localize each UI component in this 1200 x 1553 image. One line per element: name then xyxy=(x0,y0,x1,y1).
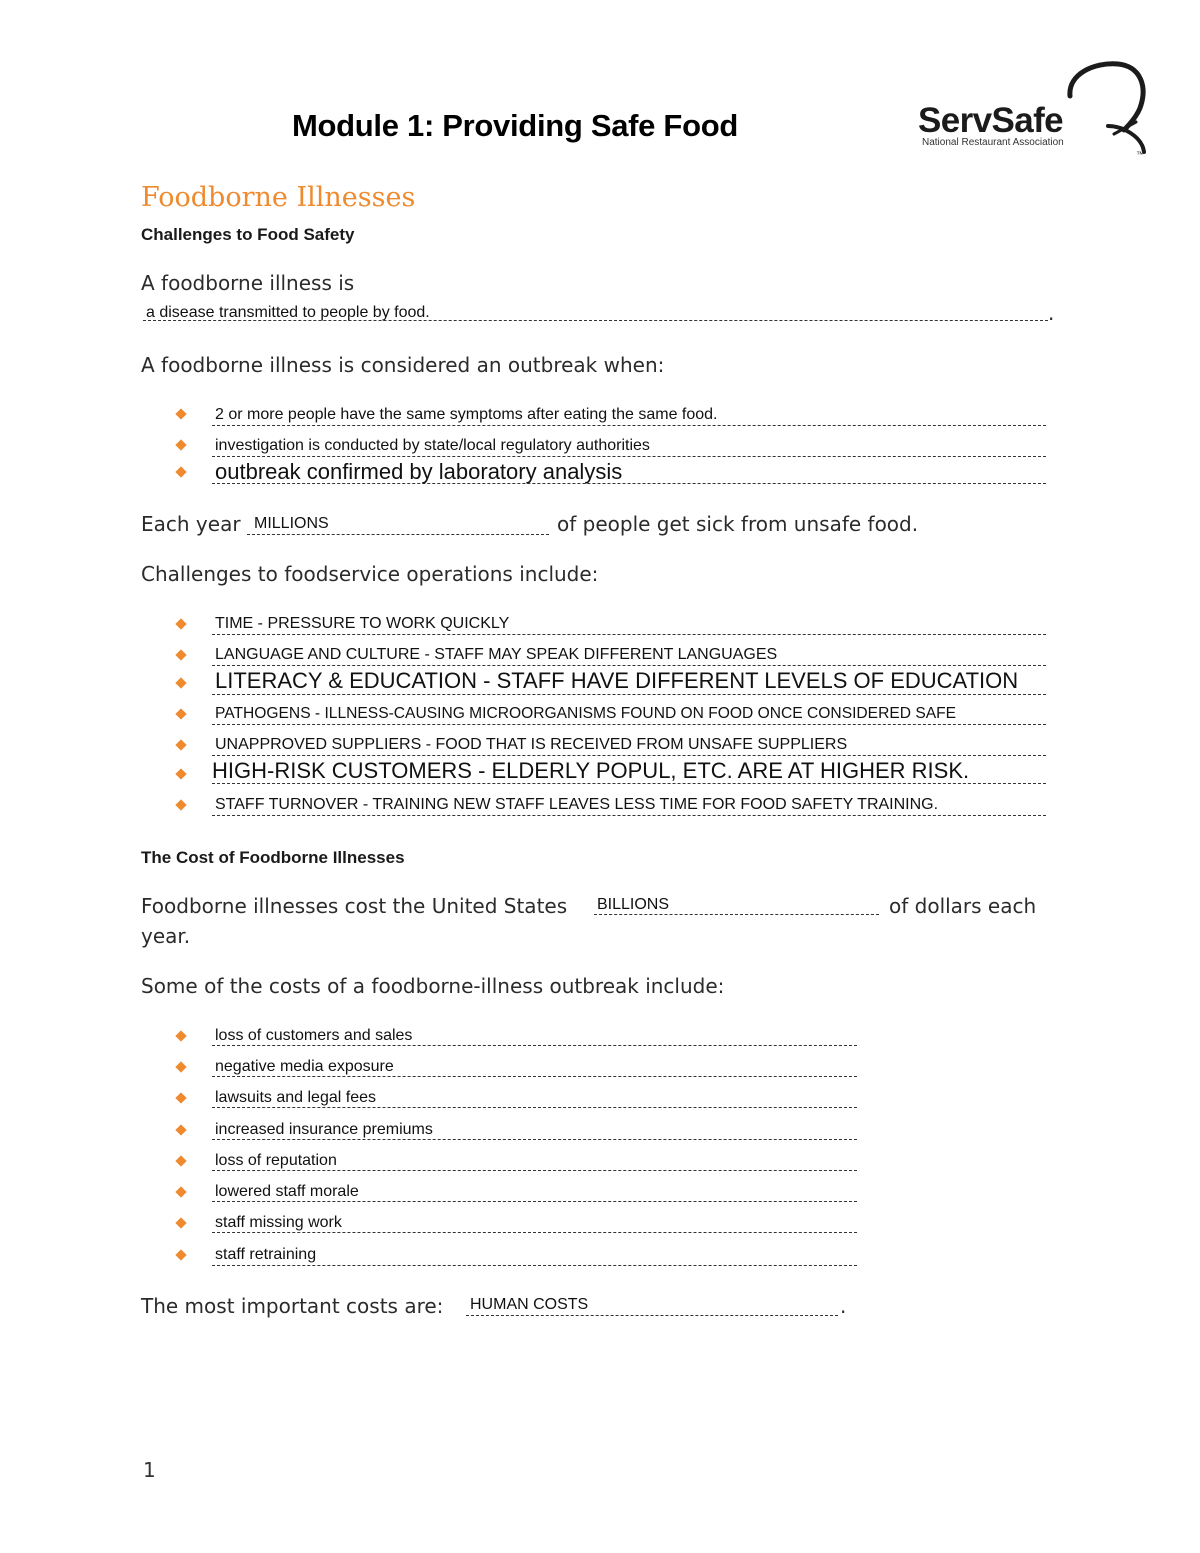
question-cost-suffix: of dollars each xyxy=(889,894,1037,918)
outbreak-item: investigation is conducted by state/local regulatory authorities xyxy=(215,437,650,454)
cost-item: loss of customers and sales xyxy=(215,1027,413,1044)
bullet-icon xyxy=(175,1124,186,1135)
bullet-icon xyxy=(175,408,186,419)
bullet-icon xyxy=(175,1249,186,1260)
bullet-icon xyxy=(175,1061,186,1072)
question-cost: Foodborne illnesses cost the United States xyxy=(141,894,568,918)
answer-line xyxy=(212,425,1046,426)
question-each-year: Each year xyxy=(141,512,241,536)
servsafe-logo-tagline: National Restaurant Association xyxy=(922,137,1064,148)
period: . xyxy=(1048,301,1055,325)
challenge-item: HIGH-RISK CUSTOMERS - ELDERLY POPUL, ETC. ARE AT HIGHER RISK. xyxy=(212,758,970,783)
bullet-icon xyxy=(175,1155,186,1166)
answer-billions: BILLIONS xyxy=(597,896,670,913)
bullet-icon xyxy=(175,768,186,779)
bullet-icon xyxy=(175,1217,186,1228)
cost-item: staff missing work xyxy=(215,1214,342,1231)
question-outbreak: A foodborne illness is considered an outbreak when: xyxy=(141,353,665,377)
cost-item: lawsuits and legal fees xyxy=(215,1089,376,1106)
question-each-year-suffix: of people get sick from unsafe food. xyxy=(557,512,919,536)
bullet-icon xyxy=(175,618,186,629)
bullet-icon xyxy=(175,466,186,477)
answer-line xyxy=(212,694,1046,695)
bullet-icon xyxy=(175,708,186,719)
bullet-icon xyxy=(175,1186,186,1197)
answer-line xyxy=(212,815,1046,816)
bullet-icon xyxy=(175,739,186,750)
page-number: 1 xyxy=(143,1458,156,1482)
answer-line xyxy=(247,534,549,535)
answer-line xyxy=(212,665,1046,666)
challenge-item: LANGUAGE AND CULTURE - STAFF MAY SPEAK DIFFERENT LANGUAGES xyxy=(215,646,778,663)
cost-item: staff retraining xyxy=(215,1246,317,1263)
bullet-icon xyxy=(175,799,186,810)
cost-item: lowered staff morale xyxy=(215,1183,359,1200)
subheading-challenges: Challenges to Food Safety xyxy=(141,225,355,244)
answer-line xyxy=(212,456,1046,457)
servsafe-logo-text: ServSafe xyxy=(918,101,1064,140)
outbreak-item: 2 or more people have the same symptoms after eating the same food. xyxy=(215,406,718,423)
bullet-icon xyxy=(175,439,186,450)
answer-line xyxy=(212,1139,857,1140)
answer-line xyxy=(212,755,1046,756)
answer-line xyxy=(212,724,1046,725)
bullet-icon xyxy=(175,677,186,688)
page-title: Module 1: Providing Safe Food xyxy=(292,108,738,143)
answer-human-costs: HUMAN COSTS xyxy=(470,1296,589,1313)
bullet-icon xyxy=(175,1092,186,1103)
answer-line xyxy=(594,914,879,915)
answer-line xyxy=(212,1045,857,1046)
answer-line xyxy=(212,634,1046,635)
answer-line xyxy=(212,1232,857,1233)
challenge-item: LITERACY & EDUCATION - STAFF HAVE DIFFERENT LEVELS OF EDUCATION xyxy=(215,668,1019,693)
question-definition: A foodborne illness is xyxy=(141,271,355,295)
period: . xyxy=(840,1294,847,1318)
question-cost-suffix-2: year. xyxy=(141,924,191,948)
cost-item: increased insurance premiums xyxy=(215,1121,433,1138)
answer-definition: a disease transmitted to people by food. xyxy=(146,304,430,321)
bullet-icon xyxy=(175,649,186,660)
challenge-item: UNAPPROVED SUPPLIERS - FOOD THAT IS RECEIVED FROM UNSAFE SUPPLIERS xyxy=(215,736,848,753)
answer-line xyxy=(212,1170,857,1171)
cost-item: loss of reputation xyxy=(215,1152,337,1169)
subheading-cost: The Cost of Foodborne Illnesses xyxy=(141,848,405,867)
answer-line xyxy=(212,1265,857,1266)
outbreak-item: outbreak confirmed by laboratory analysis xyxy=(215,459,623,484)
answer-millions: MILLIONS xyxy=(254,515,329,532)
challenge-item: PATHOGENS - ILLNESS-CAUSING MICROORGANISMS FOUND ON FOOD ONCE CONSIDERED SAFE xyxy=(215,705,957,722)
trademark-mark: ™ xyxy=(1136,150,1144,159)
question-costs: Some of the costs of a foodborne-illness outbreak include: xyxy=(141,974,725,998)
challenge-item: TIME - PRESSURE TO WORK QUICKLY xyxy=(215,615,510,632)
bullet-icon xyxy=(175,1030,186,1041)
section-title: Foodborne Illnesses xyxy=(141,182,416,213)
challenge-item: STAFF TURNOVER - TRAINING NEW STAFF LEAVES LESS TIME FOR FOOD SAFETY TRAINING. xyxy=(215,796,939,813)
answer-line xyxy=(466,1315,838,1316)
answer-line xyxy=(212,1107,857,1108)
cost-item: negative media exposure xyxy=(215,1058,394,1075)
answer-line xyxy=(212,1076,857,1077)
question-important-costs: The most important costs are: xyxy=(141,1294,444,1318)
question-challenges: Challenges to foodservice operations include: xyxy=(141,562,599,586)
answer-line xyxy=(212,1201,857,1202)
